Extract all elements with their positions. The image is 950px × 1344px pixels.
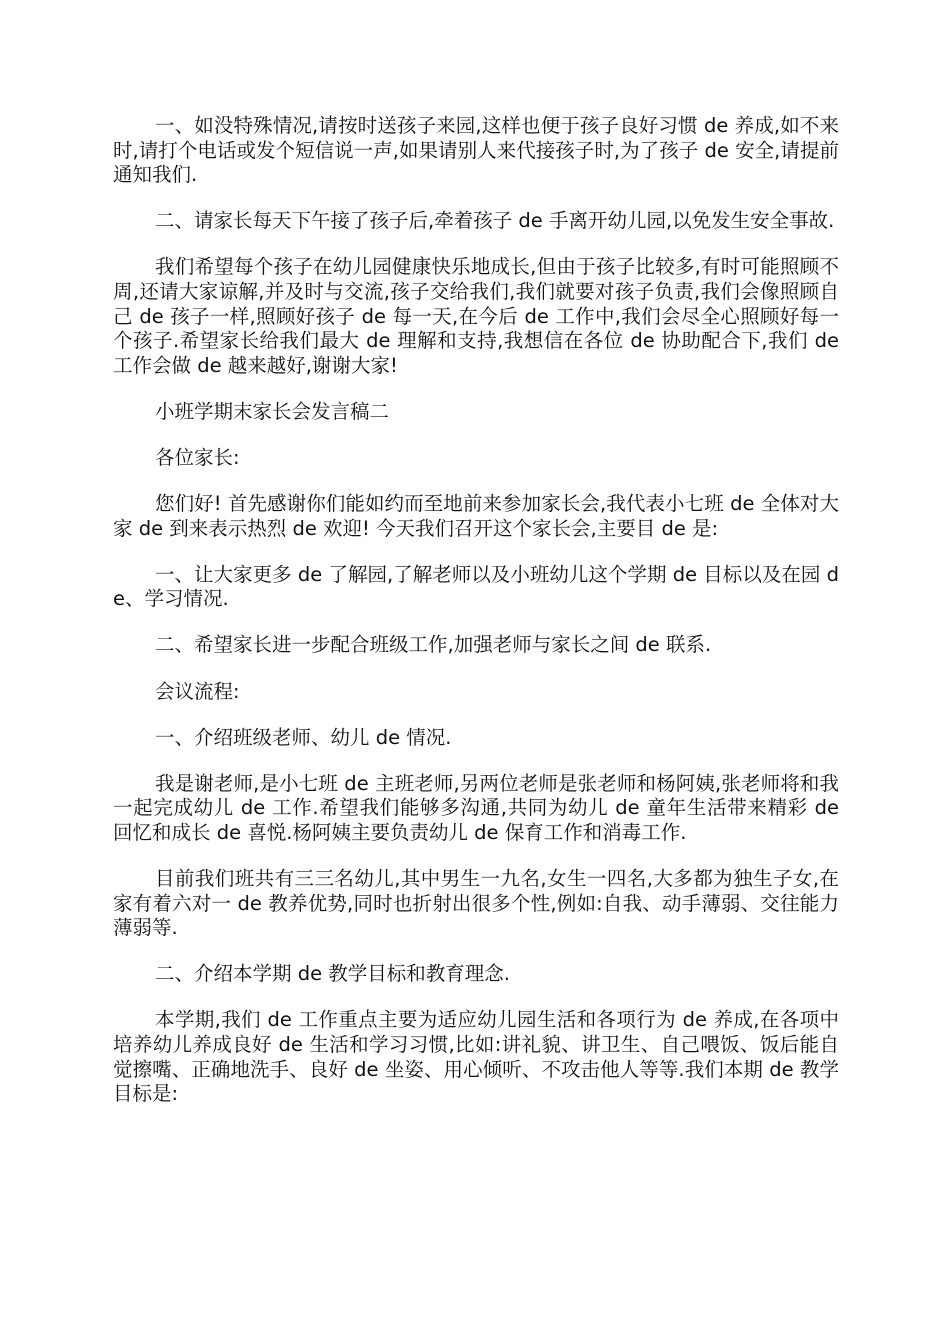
paragraph-arrival-rule: 一、如没特殊情况,请按时送孩子来园,这样也便于孩子良好习惯 de 养成,如不来时,请打个电话或发个短信说一声,如果请别人来代接孩子时,为了孩子 de 安全,请提前通知我们. bbox=[113, 114, 839, 187]
paragraph-agenda-item-two: 二、介绍本学期 de 教学目标和教育理念. bbox=[155, 962, 510, 986]
document-body bbox=[113, 114, 839, 1128]
paragraph-closing-wish: 我们希望每个孩子在幼儿园健康快乐地成长,但由于孩子比较多,有时可能照顾不周,还请大家谅解,并及时与交流,孩子交给我们,我们就要对孩子负责,我们会像照顾自己 de 孩子一样,照顾好孩子 de 每一天,在今后 de 工作中,我们会尽全心照顾好每一个孩子.希望家长给我们最大 de 理解和支持,我想信在各位 de 协助配合下,我们 de 工作会做 de 越来越好,谢谢大家! bbox=[113, 255, 839, 377]
paragraph-pickup-rule: 二、请家长每天下午接了孩子后,牵着孩子 de 手离开幼儿园,以免发生安全事故. bbox=[155, 209, 835, 233]
paragraph-class-stats: 目前我们班共有三三名幼儿,其中男生一九名,女生一四名,大多都为独生子女,在家有着六对一 de 教养优势,同时也折射出很多个性,例如:自我、动手薄弱、交往能力薄弱等. bbox=[113, 866, 839, 940]
paragraph-teacher-intro: 我是谢老师,是小七班 de 主班老师,另两位老师是张老师和杨阿姨,张老师将和我一起完成幼儿 de 工作.希望我们能够多沟通,共同为幼儿 de 童年生活带来精彩 de 回忆和成长 de 喜悦.杨阿姨主要负责幼儿 de 保育工作和消毒工作. bbox=[113, 771, 839, 844]
paragraph-agenda-heading: 会议流程: bbox=[155, 679, 240, 703]
paragraph-salutation: 各位家长: bbox=[155, 445, 240, 469]
section-title-speech-two: 小班学期末家长会发言稿二 bbox=[155, 399, 390, 423]
paragraph-purpose-one: 一、让大家更多 de 了解园,了解老师以及小班幼儿这个学期 de 目标以及在园 de、学习情况. bbox=[113, 562, 839, 611]
paragraph-agenda-item-one: 一、介绍班级老师、幼儿 de 情况. bbox=[155, 725, 452, 749]
paragraph-greeting: 您们好! 首先感谢你们能如约而至地前来参加家长会,我代表小七班 de 全体对大家 de 到来表示热烈 de 欢迎! 今天我们召开这个家长会,主要目 de 是: bbox=[113, 492, 839, 540]
paragraph-purpose-two: 二、希望家长进一步配合班级工作,加强老师与家长之间 de 联系. bbox=[155, 633, 712, 657]
paragraph-term-focus: 本学期,我们 de 工作重点主要为适应幼儿园生活和各项行为 de 养成,在各项中培养幼儿养成良好 de 生活和学习习惯,比如:讲礼貌、讲卫生、自己喂饭、饭后能自觉擦嘴、正确地洗手、良好 de 坐姿、用心倾听、不攻击他人等等.我们本期 de 教学目标是: bbox=[113, 1008, 839, 1106]
